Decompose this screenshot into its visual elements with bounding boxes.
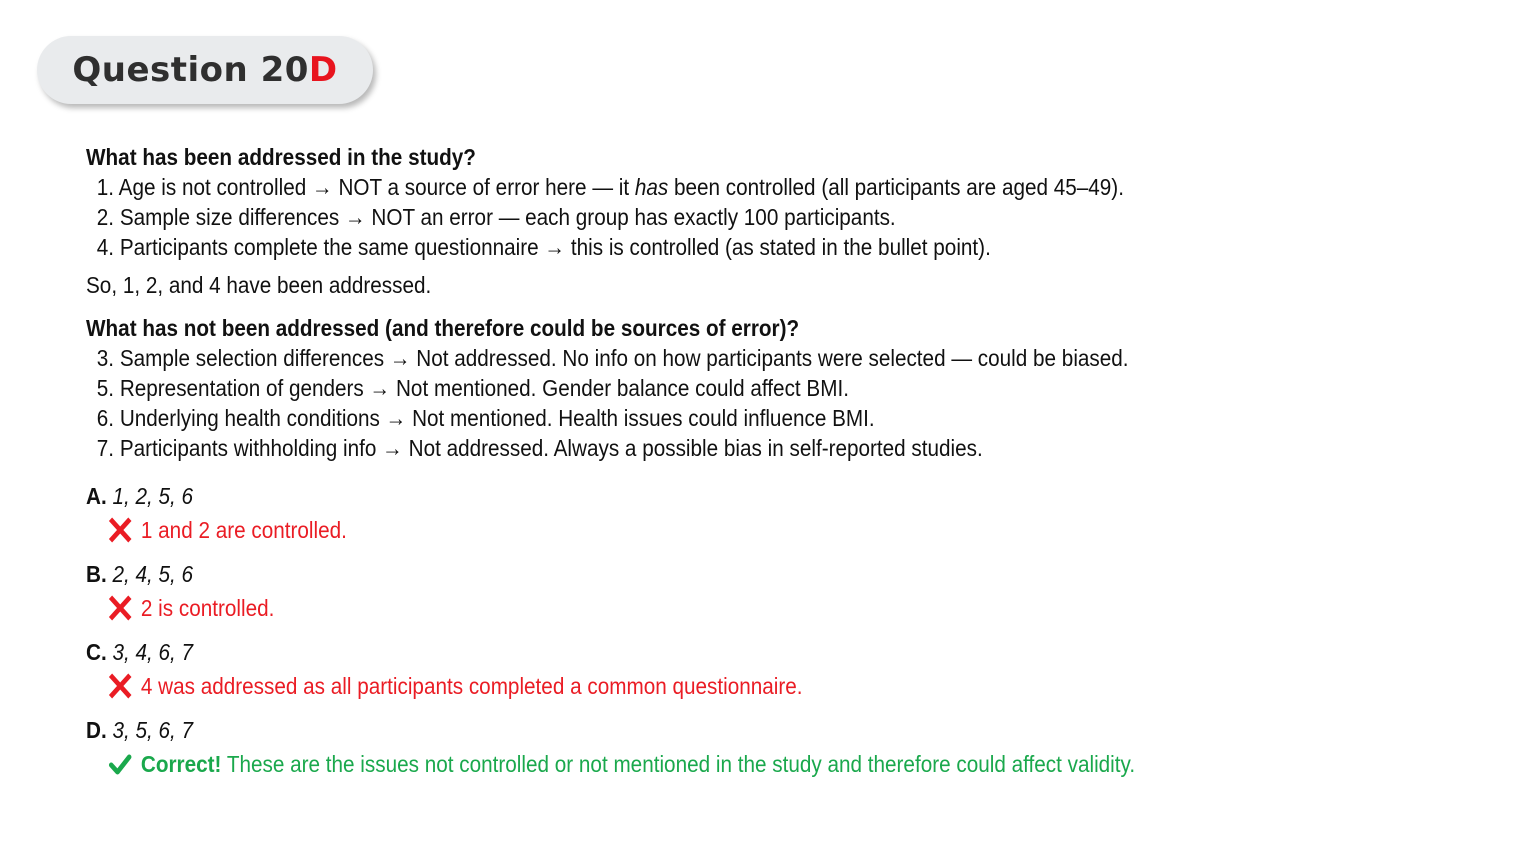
feedback-text: These are the issues not controlled or not mentioned in the study and therefore could affect validity.: [226, 751, 1136, 777]
addressed-list: [86, 172, 1328, 262]
option-letter: C.: [86, 639, 107, 665]
option-feedback: [86, 749, 1328, 779]
cross-icon: [109, 517, 132, 543]
addressed-heading: What has been addressed in the study?: [86, 144, 476, 170]
option-b: [86, 559, 1328, 623]
option-feedback: [86, 593, 1328, 623]
item-text: Sample size differences → NOT an error — each group has exactly 100 participants.: [119, 204, 896, 230]
feedback-text: 2 is controlled.: [140, 595, 275, 621]
feedback-text: 1 and 2 are controlled.: [140, 517, 347, 543]
option-letter: B.: [86, 561, 107, 587]
answer-explanation: [86, 142, 1328, 793]
item-number: 4.: [96, 234, 115, 260]
feedback-text: 4 was addressed as all participants completed a common questionnaire.: [140, 673, 803, 699]
item-text: Sample selection differences → Not addressed. No info on how participants were selected — could be biased.: [119, 345, 1129, 371]
option-d: [86, 715, 1328, 779]
option-feedback: [86, 671, 1328, 701]
check-icon: [109, 751, 132, 777]
option-values: 3, 4, 6, 7: [112, 639, 194, 665]
option-values: 3, 5, 6, 7: [112, 717, 194, 743]
item-text-end: been controlled (all participants are aged 45–49).: [668, 174, 1124, 200]
list-item: [86, 433, 1328, 463]
item-emphasis: has: [634, 174, 669, 200]
item-number: 3.: [96, 345, 115, 371]
list-item: [86, 172, 1328, 202]
not-addressed-heading: What has not been addressed (and therefore could be sources of error)?: [86, 315, 800, 341]
item-number: 6.: [96, 405, 115, 431]
not-addressed-list: [86, 343, 1328, 463]
item-text: Participants withholding info → Not addressed. Always a possible bias in self-reported studies.: [119, 435, 983, 461]
item-number: 2.: [96, 204, 115, 230]
item-number: 5.: [96, 375, 115, 401]
option-a: [86, 481, 1328, 545]
feedback-label: Correct!: [140, 751, 222, 777]
addressed-summary: So, 1, 2, and 4 have been addressed.: [86, 272, 432, 298]
option-feedback: [86, 515, 1328, 545]
list-item: [86, 202, 1328, 232]
question-title-accent: D: [308, 50, 338, 90]
option-values: 1, 2, 5, 6: [112, 483, 194, 509]
option-letter: D.: [86, 717, 107, 743]
list-item: [86, 343, 1328, 373]
option-c: [86, 637, 1328, 701]
cross-icon: [109, 673, 132, 699]
item-text: Age is not controlled → NOT a source of error here — it: [118, 174, 635, 200]
list-item: [86, 373, 1328, 403]
item-number: 7.: [96, 435, 115, 461]
item-number: 1.: [96, 174, 115, 200]
question-title-main: Question 20: [72, 50, 309, 90]
option-values: 2, 4, 5, 6: [112, 561, 194, 587]
item-text: Participants complete the same questionnaire → this is controlled (as stated in the bullet point).: [119, 234, 991, 260]
item-text: Representation of genders → Not mentioned. Gender balance could affect BMI.: [119, 375, 849, 401]
list-item: [86, 403, 1328, 433]
question-title: [37, 36, 373, 104]
cross-icon: [109, 595, 132, 621]
option-letter: A.: [86, 483, 107, 509]
item-text: Underlying health conditions → Not mentioned. Health issues could influence BMI.: [119, 405, 875, 431]
list-item: [86, 232, 1328, 262]
